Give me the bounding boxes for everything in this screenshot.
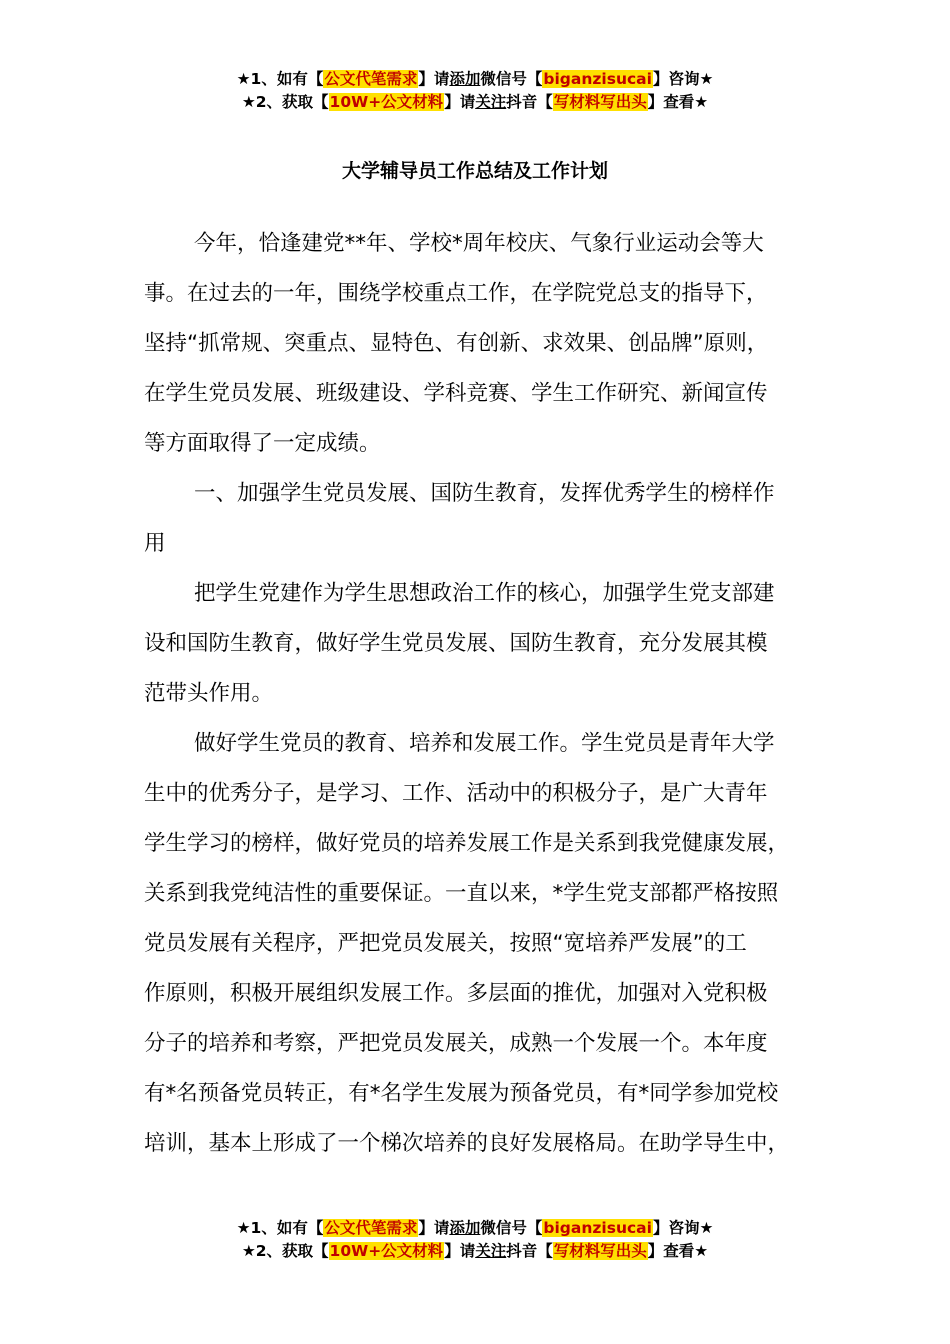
text-line: 等方面取得了一定成绩。 [144,431,381,456]
text-line: 今年，恰逢建党**年、学校*周年校庆、气象行业运动会等大 [194,231,764,256]
footer-banner [0,1217,950,1263]
highlight-douyin: 写材料写出头 [553,1242,647,1260]
section-heading-continued: 用 [144,531,166,556]
document-title: 大学辅导员工作总结及工作计划 [341,160,608,182]
header-banner-line-1: ★1、如有【公文代笔需求】请添加微信号【biganzisucai】咨询★ [236,70,714,88]
text-line: 作原则，积极开展组织发展工作。多层面的推优，加强对入党积极 [144,981,768,1006]
text-line: 党员发展有关程序，严把党员发展关，按照“宽培养严发展”的工 [144,931,747,956]
footer-banner-line-1: ★1、如有【公文代笔需求】请添加微信号【biganzisucai】咨询★ [236,1219,714,1237]
header-banner-line-2: ★2、获取【10W+公文材料】请关注抖音【写材料写出头】查看★ [241,93,709,111]
text-line: 事。在过去的一年，围绕学校重点工作，在学院党总支的指导下， [144,281,768,306]
text-line: 坚持“抓常规、突重点、显特色、有创新、求效果、创品牌”原则， [144,331,769,356]
text-line: 培训，基本上形成了一个梯次培养的良好发展格局。在助学导生中， [144,1131,790,1156]
highlight-wechat-id: biganzisucai [543,1219,652,1237]
text-line: 做好学生党员的教育、培养和发展工作。学生党员是青年大学 [194,731,775,756]
text-line: 把学生党建作为学生思想政治工作的核心，加强学生党支部建 [194,581,775,606]
text-line: 范带头作用。 [144,681,274,706]
highlight-materials: 10W+公文材料 [329,93,444,111]
highlight-service: 公文代笔需求 [324,70,418,88]
section-heading: 一、加强学生党员发展、国防生教育，发挥优秀学生的榜样作 [194,481,775,506]
text-line: 生中的优秀分子，是学习、工作、活动中的积极分子，是广大青年 [144,781,768,806]
text-line: 有*名预备党员转正，有*名学生发展为预备党员，有*同学参加党校 [144,1081,779,1106]
text-line: 在学生党员发展、班级建设、学科竞赛、学生工作研究、新闻宣传 [144,381,768,406]
text-line: 分子的培养和考察，严把党员发展关，成熟一个发展一个。本年度 [144,1031,768,1056]
document-body [144,226,810,1176]
highlight-service: 公文代笔需求 [324,1219,418,1237]
text-line: 学生学习的榜样，做好党员的培养发展工作是关系到我党健康发展， [144,831,790,856]
text-line: 设和国防生教育，做好学生党员发展、国防生教育，充分发展其模 [144,631,768,656]
text-line: 关系到我党纯洁性的重要保证。一直以来，*学生党支部都严格按照 [144,881,779,906]
header-banner [0,68,950,114]
highlight-douyin: 写材料写出头 [553,93,647,111]
highlight-wechat-id: biganzisucai [543,70,652,88]
highlight-materials: 10W+公文材料 [329,1242,444,1260]
footer-banner-line-2: ★2、获取【10W+公文材料】请关注抖音【写材料写出头】查看★ [241,1242,709,1260]
